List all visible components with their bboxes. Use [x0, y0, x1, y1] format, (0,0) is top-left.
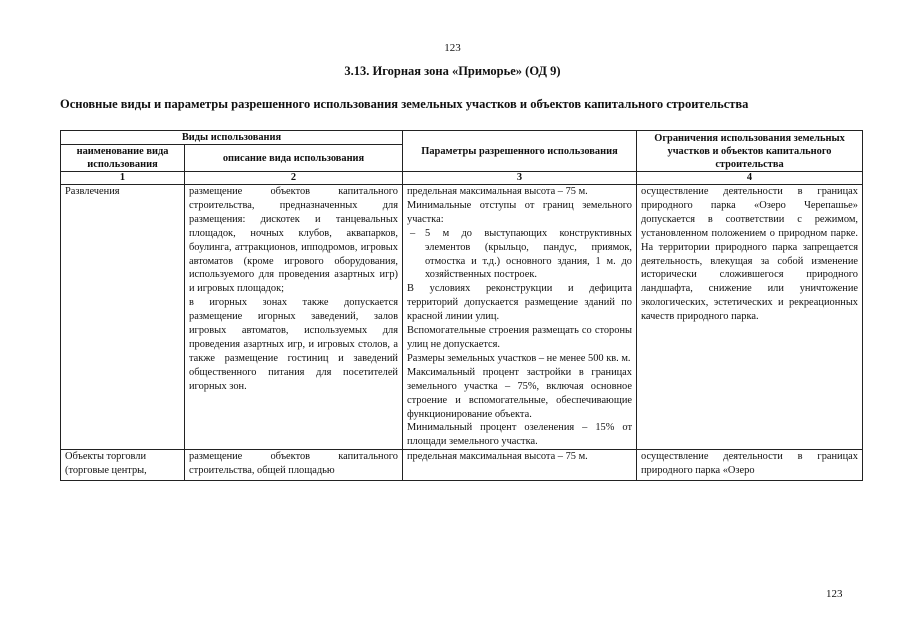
table-heading: Основные виды и параметры разрешенного использования земельных участков и объектов капитального строительства	[60, 97, 749, 111]
header-desc: описание вида использования	[185, 145, 403, 172]
use-name: Развлечения	[61, 185, 185, 450]
param-height: предельная максимальная высота – 75 м.	[407, 186, 588, 197]
header-params: Параметры разрешенного использования	[403, 131, 637, 172]
header-row-1	[61, 131, 863, 145]
col-number-2: 2	[185, 172, 403, 185]
col-number-1: 1	[61, 172, 185, 185]
section-title: 3.13. Игорная зона «Приморье» (ОД 9)	[344, 64, 561, 78]
page-number-bottom: 123	[826, 588, 843, 600]
use-description	[185, 185, 403, 450]
use-description	[185, 450, 403, 481]
use-limits	[637, 450, 863, 481]
use-parameters-text: предельная максимальная высота – 75 м.	[407, 451, 588, 463]
header-uses: Виды использования	[61, 131, 403, 145]
table-row	[61, 450, 863, 481]
param-aux-buildings: Вспомогательные строения размещать со стороны улиц не допускается.	[407, 325, 632, 350]
param-setback-list	[407, 227, 632, 283]
table-row	[61, 185, 863, 450]
page-number-top: 123	[444, 42, 461, 54]
use-name-text: Объекты торговли (торговые центры,	[65, 451, 147, 477]
header-name: наименование вида использования	[61, 145, 185, 172]
use-description-text: размещение объектов капитального строительства, общей площадью	[189, 451, 398, 477]
use-parameters	[403, 185, 637, 450]
param-setback-item: – 5 м до выступающих конструктивных элементов (крыльцо, пандус, приямок, отмостка и т.д.) основного здания, 1 м. до хозяйственных построек.	[425, 227, 632, 283]
use-name	[61, 450, 185, 481]
col-number-4: 4	[637, 172, 863, 185]
param-setback-intro: Минимальные отступы от границ земельного участка:	[407, 199, 632, 225]
use-limits-text: осуществление деятельности в границах природного парка «Озеро	[641, 451, 858, 477]
use-limits: осуществление деятельности в границах природного парка «Озеро Черепашье» допускается в соответствии с режимом, установленном положением о природном парке. На территории природного парка запрещается деятельность, влекущая за собой изменение исторически сложившегося природного ландшафта, снижение или уничтожение экологических, эстетических и рекреационных качеств природного парка.	[637, 185, 863, 450]
use-description-part-1: размещение объектов капитального строительства, предназначенных для размещения: дискотек и танцевальных площадок, ночных клубов, аквапарков, боулинга, аттракционов, ипподромов, игровых автоматов (кроме игрового оборудования, используемого для проведения азартных игр) и игровых площадок;	[189, 186, 398, 295]
column-numbers-row	[61, 172, 863, 185]
param-plot-size: Размеры земельных участков – не менее 500 кв. м.	[407, 352, 631, 364]
param-greening: Минимальный процент озеленения – 15% от площади земельного участка.	[407, 422, 632, 448]
use-description-part-2: в игорных зонах также допускается размещение игорных заведений, залов игровых автоматов, используемых для проведения азартных игр, и игровых столов, а также размещение гостиниц и заведений общественного питания для посетителей игорных зон.	[189, 297, 398, 392]
land-use-table	[60, 130, 863, 481]
param-coverage: Максимальный процент застройки в границах земельного участка – 75%, включая основное строение и вспомогательные, обеспечивающие функционирование объекта.	[407, 366, 632, 420]
param-reconstruction: В условиях реконструкции и дефицита территорий допускается размещение зданий по красной линии улиц.	[407, 283, 632, 323]
col-number-3: 3	[403, 172, 637, 185]
header-limits: Ограничения использования земельных участков и объектов капитального строительства	[637, 131, 863, 172]
use-parameters	[403, 450, 637, 481]
